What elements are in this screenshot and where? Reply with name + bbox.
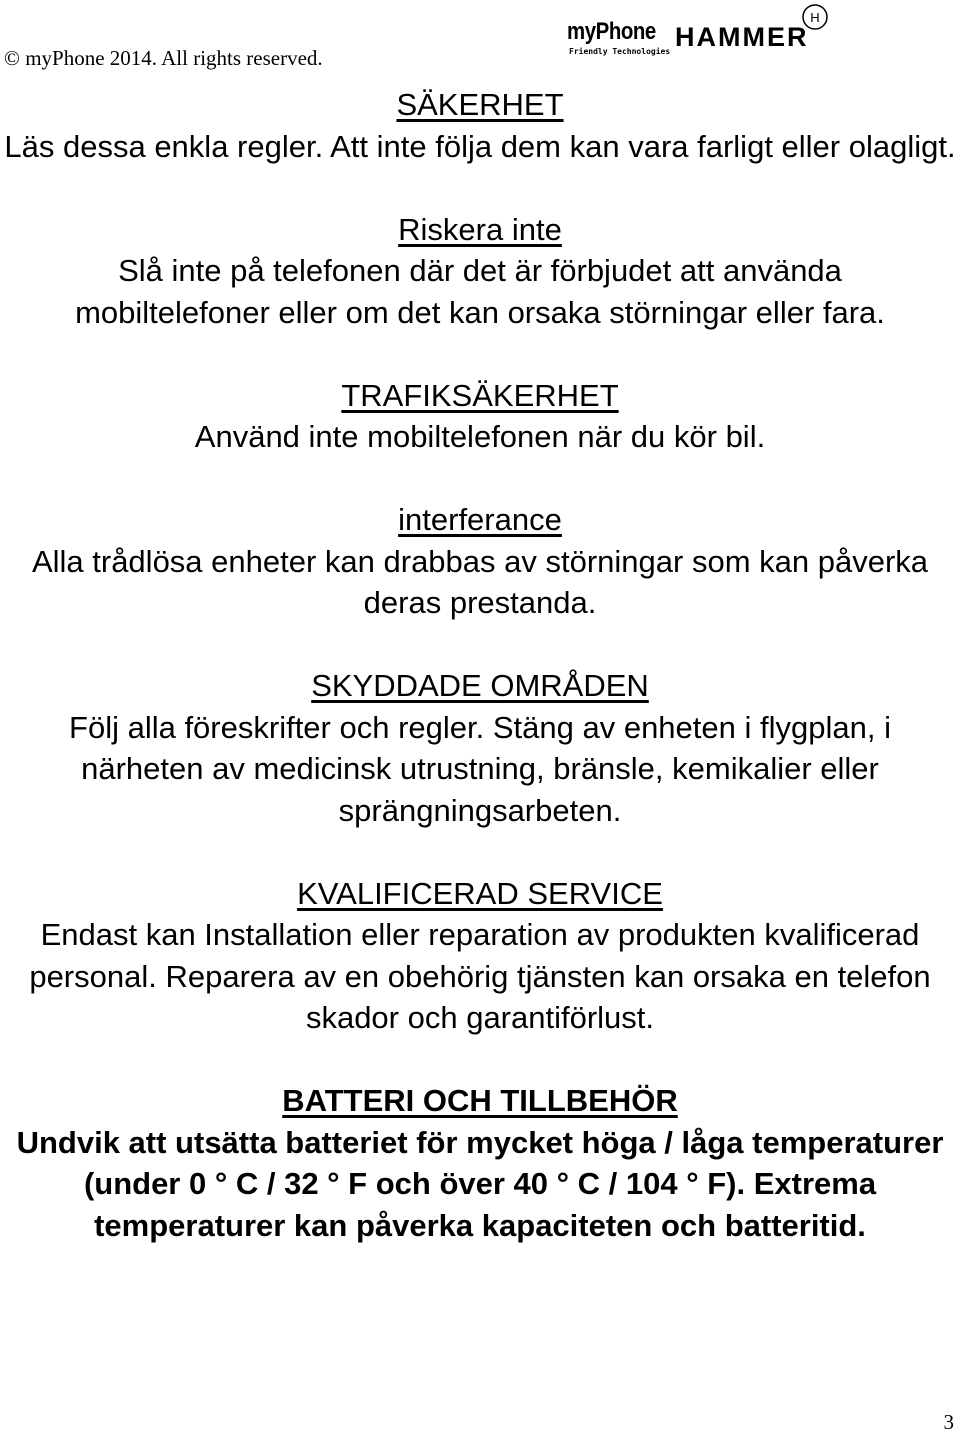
section-body: Följ alla föreskrifter och regler. Stäng av enheten i flygplan, i närheten av medicinsk utrustning, bränsle, kemikalier eller sprängningsarbeten. bbox=[69, 709, 891, 828]
copyright-notice: © myPhone 2014. All rights reserved. bbox=[4, 46, 323, 70]
section-heading: interferance bbox=[398, 502, 562, 537]
myphone-logo-text: myPhone bbox=[567, 18, 656, 45]
section-body: Slå inte på telefonen där det är förbjudet att använda mobiltelefoner eller om det kan orsaka störningar eller fara. bbox=[75, 253, 885, 330]
myphone-tagline: Friendly Technologies bbox=[569, 47, 671, 56]
section-kvalificerad-service bbox=[0, 873, 960, 1039]
section-heading: KVALIFICERAD SERVICE bbox=[297, 875, 663, 911]
hammer-badge-icon bbox=[800, 2, 830, 32]
section-body: Endast kan Installation eller reparation av produkten kvalificerad personal. Reparera av en obehörig tjänsten kan orsaka en telefon skador och garantiförlust. bbox=[29, 917, 931, 1035]
section-heading: SKYDDADE OMRÅDEN bbox=[311, 668, 649, 703]
section-body: Använd inte mobiltelefonen när du kör bil. bbox=[194, 419, 766, 454]
hammer-logo-text: HAMMER bbox=[675, 22, 809, 52]
section-trafiksakerhet bbox=[0, 375, 960, 458]
section-batteri-och-tillbehor bbox=[0, 1080, 960, 1246]
section-sakerhet bbox=[0, 84, 960, 167]
section-heading: BATTERI OCH TILLBEHÖR bbox=[282, 1083, 678, 1118]
section-heading: SÄKERHET bbox=[396, 87, 564, 122]
section-heading: Riskera inte bbox=[398, 211, 562, 247]
section-body: Läs dessa enkla regler. Att inte följa dem kan vara farligt eller olagligt. bbox=[4, 128, 956, 164]
section-skyddade-omraden bbox=[0, 665, 960, 831]
section-body: Alla trådlösa enheter kan drabbas av störningar som kan påverka deras prestanda. bbox=[31, 543, 929, 620]
section-riskera-inte bbox=[0, 209, 960, 334]
section-heading: TRAFIKSÄKERHET bbox=[341, 377, 619, 413]
brand-logo bbox=[567, 10, 852, 58]
section-interferance bbox=[0, 499, 960, 624]
section-body: Undvik att utsätta batteriet för mycket höga / låga temperaturer (under 0 ° C / 32 ° F och över 40 ° C / 104 ° F). Extrema temperaturer kan påverka kapaciteten och batteritid. bbox=[16, 1124, 944, 1243]
page-number: 3 bbox=[943, 1410, 954, 1434]
safety-content bbox=[0, 84, 960, 1288]
hammer-badge-letter: H bbox=[810, 10, 820, 25]
